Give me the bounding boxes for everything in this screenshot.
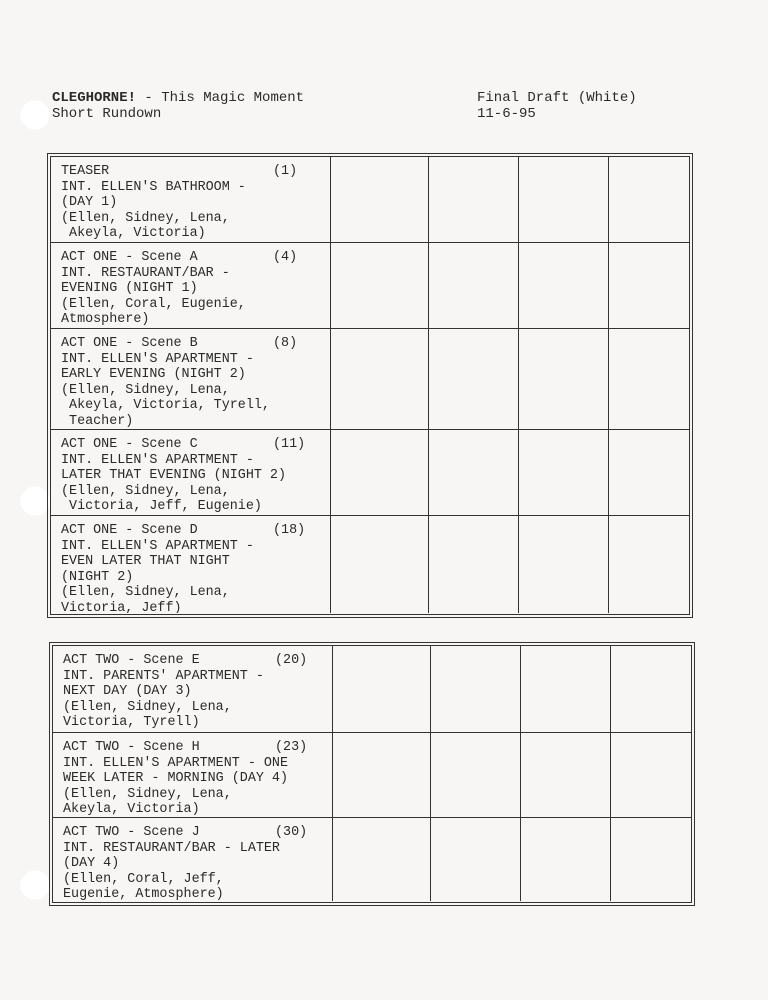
- scene-heading: TEASER: [61, 164, 110, 179]
- scene-line: (Ellen, Sidney, Lena,: [61, 585, 230, 600]
- scene-line: INT. ELLEN'S APARTMENT -: [61, 452, 254, 468]
- title-line: [52, 90, 304, 106]
- blank-cell[interactable]: [611, 733, 691, 817]
- scene-line: (Ellen, Sidney, Lena,: [63, 786, 232, 802]
- scene-page: (30): [275, 825, 308, 840]
- blank-cell[interactable]: [519, 329, 609, 429]
- blank-cell[interactable]: [333, 733, 431, 817]
- scene-heading: ACT TWO - Scene H: [63, 740, 200, 755]
- blank-cell[interactable]: [331, 329, 429, 429]
- blank-cell[interactable]: [331, 243, 429, 328]
- blank-cell[interactable]: [429, 157, 519, 242]
- blank-cell[interactable]: [609, 243, 689, 328]
- blank-cell[interactable]: [519, 516, 609, 613]
- scene-line: INT. ELLEN'S APARTMENT -: [61, 538, 254, 554]
- blank-cell[interactable]: [611, 646, 691, 732]
- blank-cell[interactable]: [611, 818, 691, 901]
- scene-line: INT. ELLEN'S APARTMENT -: [61, 351, 254, 367]
- binder-hole-bottom: [20, 870, 50, 900]
- scene-cell: [51, 430, 331, 515]
- scene-line: (DAY 4): [63, 856, 120, 871]
- scene-cell: [53, 733, 333, 817]
- blank-cell[interactable]: [609, 516, 689, 613]
- scene-line: (Ellen, Sidney, Lena,: [61, 382, 230, 398]
- blank-cell[interactable]: [609, 430, 689, 515]
- blank-cell[interactable]: [429, 243, 519, 328]
- scene-cell: [53, 818, 333, 901]
- blank-cell[interactable]: [609, 329, 689, 429]
- scene-page: (20): [275, 653, 308, 668]
- document-type: Short Rundown: [52, 106, 162, 122]
- scene-line: INT. RESTAURANT/BAR - LATER: [63, 840, 280, 856]
- scene-line: Teacher): [61, 413, 134, 429]
- scene-line: Akeyla, Victoria): [61, 226, 206, 241]
- table-row: [51, 516, 689, 613]
- table-row: [51, 430, 689, 516]
- scene-line: EVENING (NIGHT 1): [61, 281, 198, 296]
- rundown-table-2: [52, 645, 692, 903]
- blank-cell[interactable]: [333, 646, 431, 732]
- scene-line: LATER THAT EVENING (NIGHT 2): [61, 468, 286, 483]
- blank-cell[interactable]: [521, 733, 611, 817]
- blank-cell[interactable]: [521, 646, 611, 732]
- scene-page: (23): [275, 740, 308, 755]
- blank-cell[interactable]: [519, 157, 609, 242]
- scene-line: INT. ELLEN'S APARTMENT - ONE: [63, 755, 288, 771]
- scene-page: (1): [273, 164, 298, 179]
- binder-hole-middle: [20, 486, 50, 516]
- scene-line: (Ellen, Coral, Eugenie,: [61, 296, 246, 312]
- binder-hole-top: [20, 100, 50, 130]
- scene-heading: ACT ONE - Scene A: [61, 250, 198, 265]
- scene-line: Victoria, Jeff): [61, 600, 182, 613]
- blank-cell[interactable]: [431, 646, 521, 732]
- scene-line: (DAY 1): [61, 195, 118, 210]
- scene-heading: ACT ONE - Scene B: [61, 336, 198, 351]
- blank-cell[interactable]: [519, 243, 609, 328]
- blank-cell[interactable]: [519, 430, 609, 515]
- document-header-right: [477, 90, 637, 122]
- draft-label: Final Draft (White): [477, 90, 637, 106]
- scene-line: (NIGHT 2): [61, 569, 134, 585]
- blank-cell[interactable]: [521, 818, 611, 901]
- table-row: [51, 157, 689, 243]
- scene-heading: ACT ONE - Scene C: [61, 437, 198, 452]
- scene-line: NEXT DAY (DAY 3): [63, 684, 192, 699]
- scene-page: (18): [273, 523, 306, 538]
- blank-cell[interactable]: [429, 329, 519, 429]
- scene-heading: ACT TWO - Scene J: [63, 825, 200, 840]
- scene-line: INT. RESTAURANT/BAR -: [61, 265, 230, 281]
- blank-cell[interactable]: [431, 818, 521, 901]
- scene-line: Akeyla, Victoria, Tyrell,: [61, 398, 270, 413]
- episode-title: - This Magic Moment: [136, 90, 305, 106]
- scene-heading: ACT ONE - Scene D: [61, 523, 198, 538]
- scene-line: WEEK LATER - MORNING (DAY 4): [63, 771, 288, 786]
- table-row: [51, 329, 689, 430]
- scene-page: (4): [273, 250, 298, 265]
- draft-date: 11-6-95: [477, 106, 536, 122]
- scene-cell: [51, 516, 331, 613]
- scene-cell: [51, 157, 331, 242]
- blank-cell[interactable]: [331, 516, 429, 613]
- scene-cell: [51, 243, 331, 328]
- blank-cell[interactable]: [429, 430, 519, 515]
- scene-line: EARLY EVENING (NIGHT 2): [61, 367, 246, 382]
- blank-cell[interactable]: [333, 818, 431, 901]
- scene-line: (Ellen, Sidney, Lena,: [63, 699, 232, 715]
- rundown-table-1: [50, 156, 690, 615]
- blank-cell[interactable]: [429, 516, 519, 613]
- scene-page: (8): [273, 336, 298, 351]
- scene-cell: [51, 329, 331, 429]
- scene-heading: ACT TWO - Scene E: [63, 653, 200, 668]
- scene-line: Atmosphere): [61, 312, 150, 327]
- scene-line: Akeyla, Victoria): [63, 802, 200, 817]
- scene-line: INT. ELLEN'S BATHROOM -: [61, 179, 246, 195]
- table-row: [53, 818, 691, 901]
- scene-line: (Ellen, Sidney, Lena,: [61, 210, 230, 226]
- table-row: [51, 243, 689, 329]
- scene-line: EVEN LATER THAT NIGHT: [61, 554, 230, 569]
- blank-cell[interactable]: [609, 157, 689, 242]
- scene-line: (Ellen, Coral, Jeff,: [63, 871, 224, 887]
- blank-cell[interactable]: [331, 430, 429, 515]
- scene-line: Eugenie, Atmosphere): [63, 887, 224, 901]
- scene-line: INT. PARENTS' APARTMENT -: [63, 668, 264, 684]
- show-title: CLEGHORNE!: [52, 90, 137, 106]
- scene-line: Victoria, Tyrell): [63, 715, 200, 730]
- blank-cell[interactable]: [331, 157, 429, 242]
- table-row: [53, 646, 691, 733]
- table-row: [53, 733, 691, 818]
- scene-line: (Ellen, Sidney, Lena,: [61, 483, 230, 499]
- blank-cell[interactable]: [431, 733, 521, 817]
- scene-cell: [53, 646, 333, 732]
- scene-line: Victoria, Jeff, Eugenie): [61, 499, 262, 514]
- scene-page: (11): [273, 437, 306, 452]
- document-header-left: [52, 90, 304, 122]
